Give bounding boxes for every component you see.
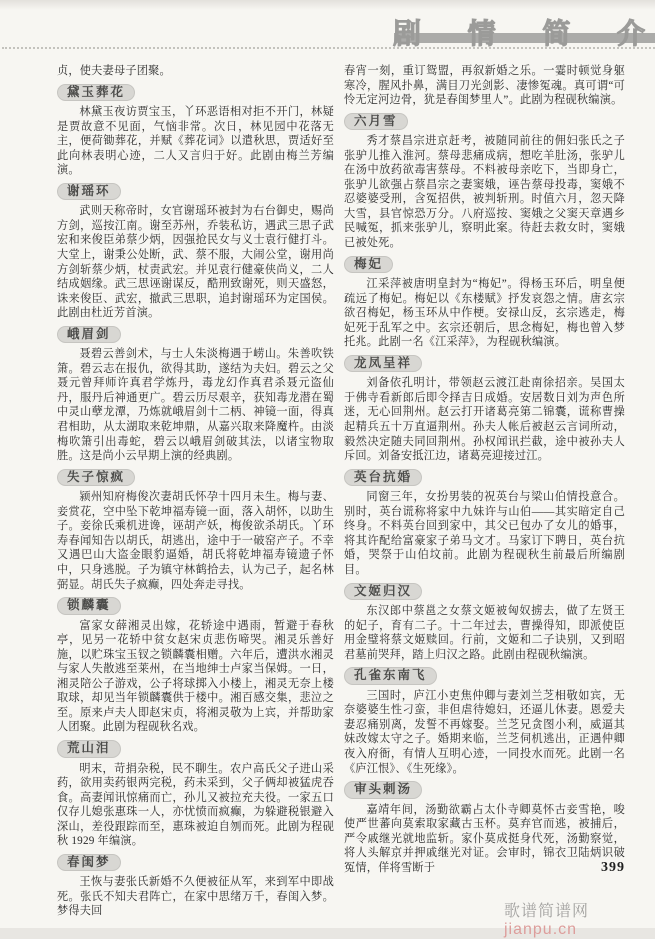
continuation-paragraph: 贞，使夫妻母子团聚。 <box>57 65 171 77</box>
section-yingtai-kanghun <box>344 464 625 578</box>
section-suolin-nang <box>57 592 334 735</box>
section-body: 聂碧云善剑术，与士人朱淡梅遇于崂山。朱善吹铁箫。碧云志在报仇，欲得其助，遂结为夫妇。碧云之父聂元曾拜师许真君学炼丹，毒龙幻作真君杀聂元盗仙丹，服丹后神通更广。碧云历尽艰辛，获知毒龙潜在蜀中灵山孽龙潭，乃炼就峨眉剑十二柄、神镜一面，得真君相助，从太湖取来乾坤鼎，从嘉兴取来降魔杵。由淡梅吹箫引出毒蛇，碧云以峨眉剑破其法，以诸宝物取胜。这是尚小云早期上演的经典剧。 <box>57 348 334 463</box>
section-body: 江采萍被唐明皇封为“梅妃”。得杨玉环后，明皇便疏远了梅妃。梅妃以《东楼赋》抒发哀怨之情。唐玄宗欲召梅妃，杨玉环从中作梗。安禄山反，玄宗逃走，梅妃死于乱军之中。玄宗还朝后，思念梅妃，梅也曾入梦托兆。此剧一名《江采萍》，为程砚秋编演。 <box>344 278 625 349</box>
section-body: 王恢与妻张氏新婚不久便被征从军，来到军中即战死。张氏不知夫君阵亡，在家中思绪万千，春闺入梦。梦得夫回 <box>57 876 334 918</box>
section-body: 林黛玉夜访贾宝玉，丫环恶语相对拒不开门，林疑是贾故意不见面，气恼非常。次日，林见园中花落无主，便荷锄葬花，并赋《葬花词》以遣秋思，贾适好至此向林表明心迹，二人又言归于好。此剧由梅兰芳编演。 <box>57 106 334 177</box>
section-daiyu-zanghua <box>57 79 334 178</box>
section-body: 富家女薛湘灵出嫁，花轿途中遇雨，暂避于春秋亭，见另一花轿中贫女赵宋贞悲伤啼哭。湘灵乐善好施，以贮珠宝玉钗之锁麟囊相赠。六年后，遭洪水湘灵与家人失散逃至莱州，在当地绅士卢家当保姆。一日，湘灵陪公子游戏，公子将球掷入小楼上，湘灵无奈上楼取球，却见当年锁麟囊供于楼中。湘百感交集，悲泣之至。原来卢夫人即赵宋贞，将湘灵敬为上宾，并帮助家人团聚。此剧为程砚秋名戏。 <box>57 619 334 734</box>
page-header-title <box>393 12 645 52</box>
section-title: 孔雀东南飞 <box>344 667 437 685</box>
section-title: 六月雪 <box>344 113 408 131</box>
header-title-char: 介 <box>616 18 645 49</box>
section-kongque-dongnanfei <box>344 662 625 776</box>
section-longfeng-chengxiang <box>344 350 625 464</box>
watermark-domain[interactable]: jianpu.cn <box>504 921 578 938</box>
section-title: 梅妃 <box>344 256 393 274</box>
section-xie-yaohuan <box>57 178 334 321</box>
section-title: 黛玉葬花 <box>57 84 135 102</box>
section-body: 东汉郎中蔡邕之女蔡文姬被匈奴掳去，做了左贤王的妃子，育有二子。十二年过去，曹操得知，即派使臣用金璧将蔡文姬赎回。行前，文姬和二子诀别，又到昭君墓前哭拜，踏上归汉之路。此剧由程砚秋编演。 <box>344 605 625 661</box>
section-huangshan-lei <box>57 735 334 849</box>
section-body: 秀才蔡昌宗进京赶考，被随同前往的佣妇张氏之子张驴儿推入淮河。蔡母悲痛成病，想吃羊肚汤，张驴儿在汤中放药欲毒害蔡母。不料被母亲吃下，当即身亡，张驴儿欲强占蔡昌宗之妻窦娥，诬告蔡母投毒，窦娥不忍婆婆受刑，含冤招供，被判斩刑。时值六月，忽天降大雪，县官惊恐万分。八府巡按、窦娥之父窦天章遇乡民喊冤，抓来张驴儿，察明此案。待赶去救女时，窦娥已被处死。 <box>344 135 625 250</box>
section-title: 英台抗婚 <box>344 469 422 487</box>
section-title: 龙凤呈祥 <box>344 355 422 373</box>
watermark <box>504 898 655 939</box>
section-title: 锁麟囊 <box>57 597 121 615</box>
section-body: 刘备依孔明计，带领赵云渡江赴南徐招亲。吴国太于佛寺看新郎后即令择吉日成婚。安居数日刘为声色所迷，无心回荆州。赵云打开诸葛亮第二锦囊，谎称曹操起精兵五十万直逼荆州。孙夫人帐后被赵云言词所动，毅然决定随夫同回荆州。孙权闻讯拦截，途中被孙夫人斥回。刘备安抵江边，诸葛亮迎接过江。 <box>344 377 625 463</box>
section-body: 同窗三年，女扮男装的祝英台与梁山伯情投意合。别时，英台谎称将家中九妹许与山伯——其实暗定自己终身。不料英台回到家中，其父已包办了女儿的婚事，将其许配给富豪家子弟马文才。马家订下聘日，英台抗婚，哭祭于山伯坟前。此剧为程砚秋生前最后所编剧目。 <box>344 491 625 576</box>
page-number: 399 <box>601 860 625 875</box>
watermark-site-name: 歌谱简谱网 <box>504 903 590 920</box>
section-body: 三国时，庐江小吏焦仲卿与妻刘兰芝相敬如宾，无奈婆婆生性刁蛮，非但虐待媳妇，还逼儿休妻。恩爱夫妻忍痛别离，发誓不再嫁娶。兰芝兄贪图小利，威逼其妹改嫁太守之子。婚期来临，兰芝伺机逃出，正遇仲卿夜入府衙，有情人互明心迹，一同投水而死。此剧一名《庐江恨》、《生死缘》。 <box>344 689 625 775</box>
section-title: 谢瑶环 <box>57 183 121 201</box>
section-chungui-meng <box>57 849 334 919</box>
continuation-paragraph: 春宵一刻，重订鸳盟，再叙新婚之乐。一霎时顿觉身躯寒冷，腥风扑鼻，满目刀光剑影、凄惨冤魂。真可谓“可怜无定河边骨，犹是春闺梦里人”。此剧为程砚秋编演。 <box>344 65 625 107</box>
header-title-char: 简 <box>542 18 571 49</box>
section-body: 武则天称帝时，女官谢瑶环被封为右台御史，赐尚方剑，巡按江南。谢至苏州，乔装私访，遇武三思子武宏和来俊臣弟蔡少炳，因强抢民女与义士袁行健打斗。大堂上，谢秉公处断，武、蔡不服，大闹公堂，谢用尚方剑斩蔡少炳，杖责武宏。并见袁行健豪侠尚义，二人结成姻缘。武三思诬谢谋反，酷刑致谢死，则天盛怒，诛来俊臣、武宏，撤武三思职，追封谢瑶环为定国侯。此剧由杜近芳首演。 <box>57 205 334 320</box>
section-emei-jian <box>57 321 334 464</box>
section-body: 明末，苛捐杂税，民不聊生。农户高氏父子进山采药，欲用卖药银两完税，药未采到，父子俩却被猛虎吞食。高妻闻讯惊痛而亡，孙儿又被拉充夫役。一家五口仅存儿媳张惠珠一人，亦忧愤而疯癫，为躲避税银避入深山，差役跟踪而至，惠珠被迫自刎而死。此剧为程砚秋 1929 年编演。 <box>57 762 334 848</box>
section-shentou-citang <box>344 776 625 875</box>
header-title-char: 情 <box>467 18 496 49</box>
section-shizi-jingfeng <box>57 464 334 592</box>
section-body: 颍州知府梅俊次妻胡氏怀孕十四月未生。梅与妻、妾赏花，空中坠下乾坤福寿镜一面，落入胡怀，以助生子。妾徐氏乘机进谗，诬胡产妖，梅俊欲杀胡氏。丫环寿春闻知告以胡氏，胡逃出，途中于一破窑产子。不幸又遇巴山大盗金眼豹逼婚，胡氏将乾坤福寿镜遗子怀中，只身逃脱。子为镇守林鹤拾去，认为己子，起名林弼显。胡氏失子疯癫，四处奔走寻找。 <box>57 491 334 591</box>
section-title: 失子惊疯 <box>57 469 135 487</box>
section-title: 春闺梦 <box>57 854 121 872</box>
left-column <box>57 64 334 919</box>
section-title: 峨眉剑 <box>57 326 121 344</box>
right-column <box>344 64 625 875</box>
section-body: 嘉靖年间，汤勤欲霸占太仆寺卿莫怀古妾雪艳，唆使严世蕃向莫索取家藏古玉杯。莫弃官而逃，被捕后，严令戚继光就地监斩。家仆莫成挺身代死，汤勤察觉，将人头解京并押戚继光对证。会审时，锦衣卫陆炳识破冤情，佯将雪断于 <box>344 803 625 874</box>
header-title-char: 剧 <box>393 18 422 49</box>
section-title: 荒山泪 <box>57 740 121 758</box>
section-title: 审头刺汤 <box>344 781 422 799</box>
section-liuyue-xue <box>344 108 625 251</box>
section-title: 文姬归汉 <box>344 583 422 601</box>
section-mei-fei <box>344 251 625 350</box>
section-wenji-guihan <box>344 578 625 663</box>
